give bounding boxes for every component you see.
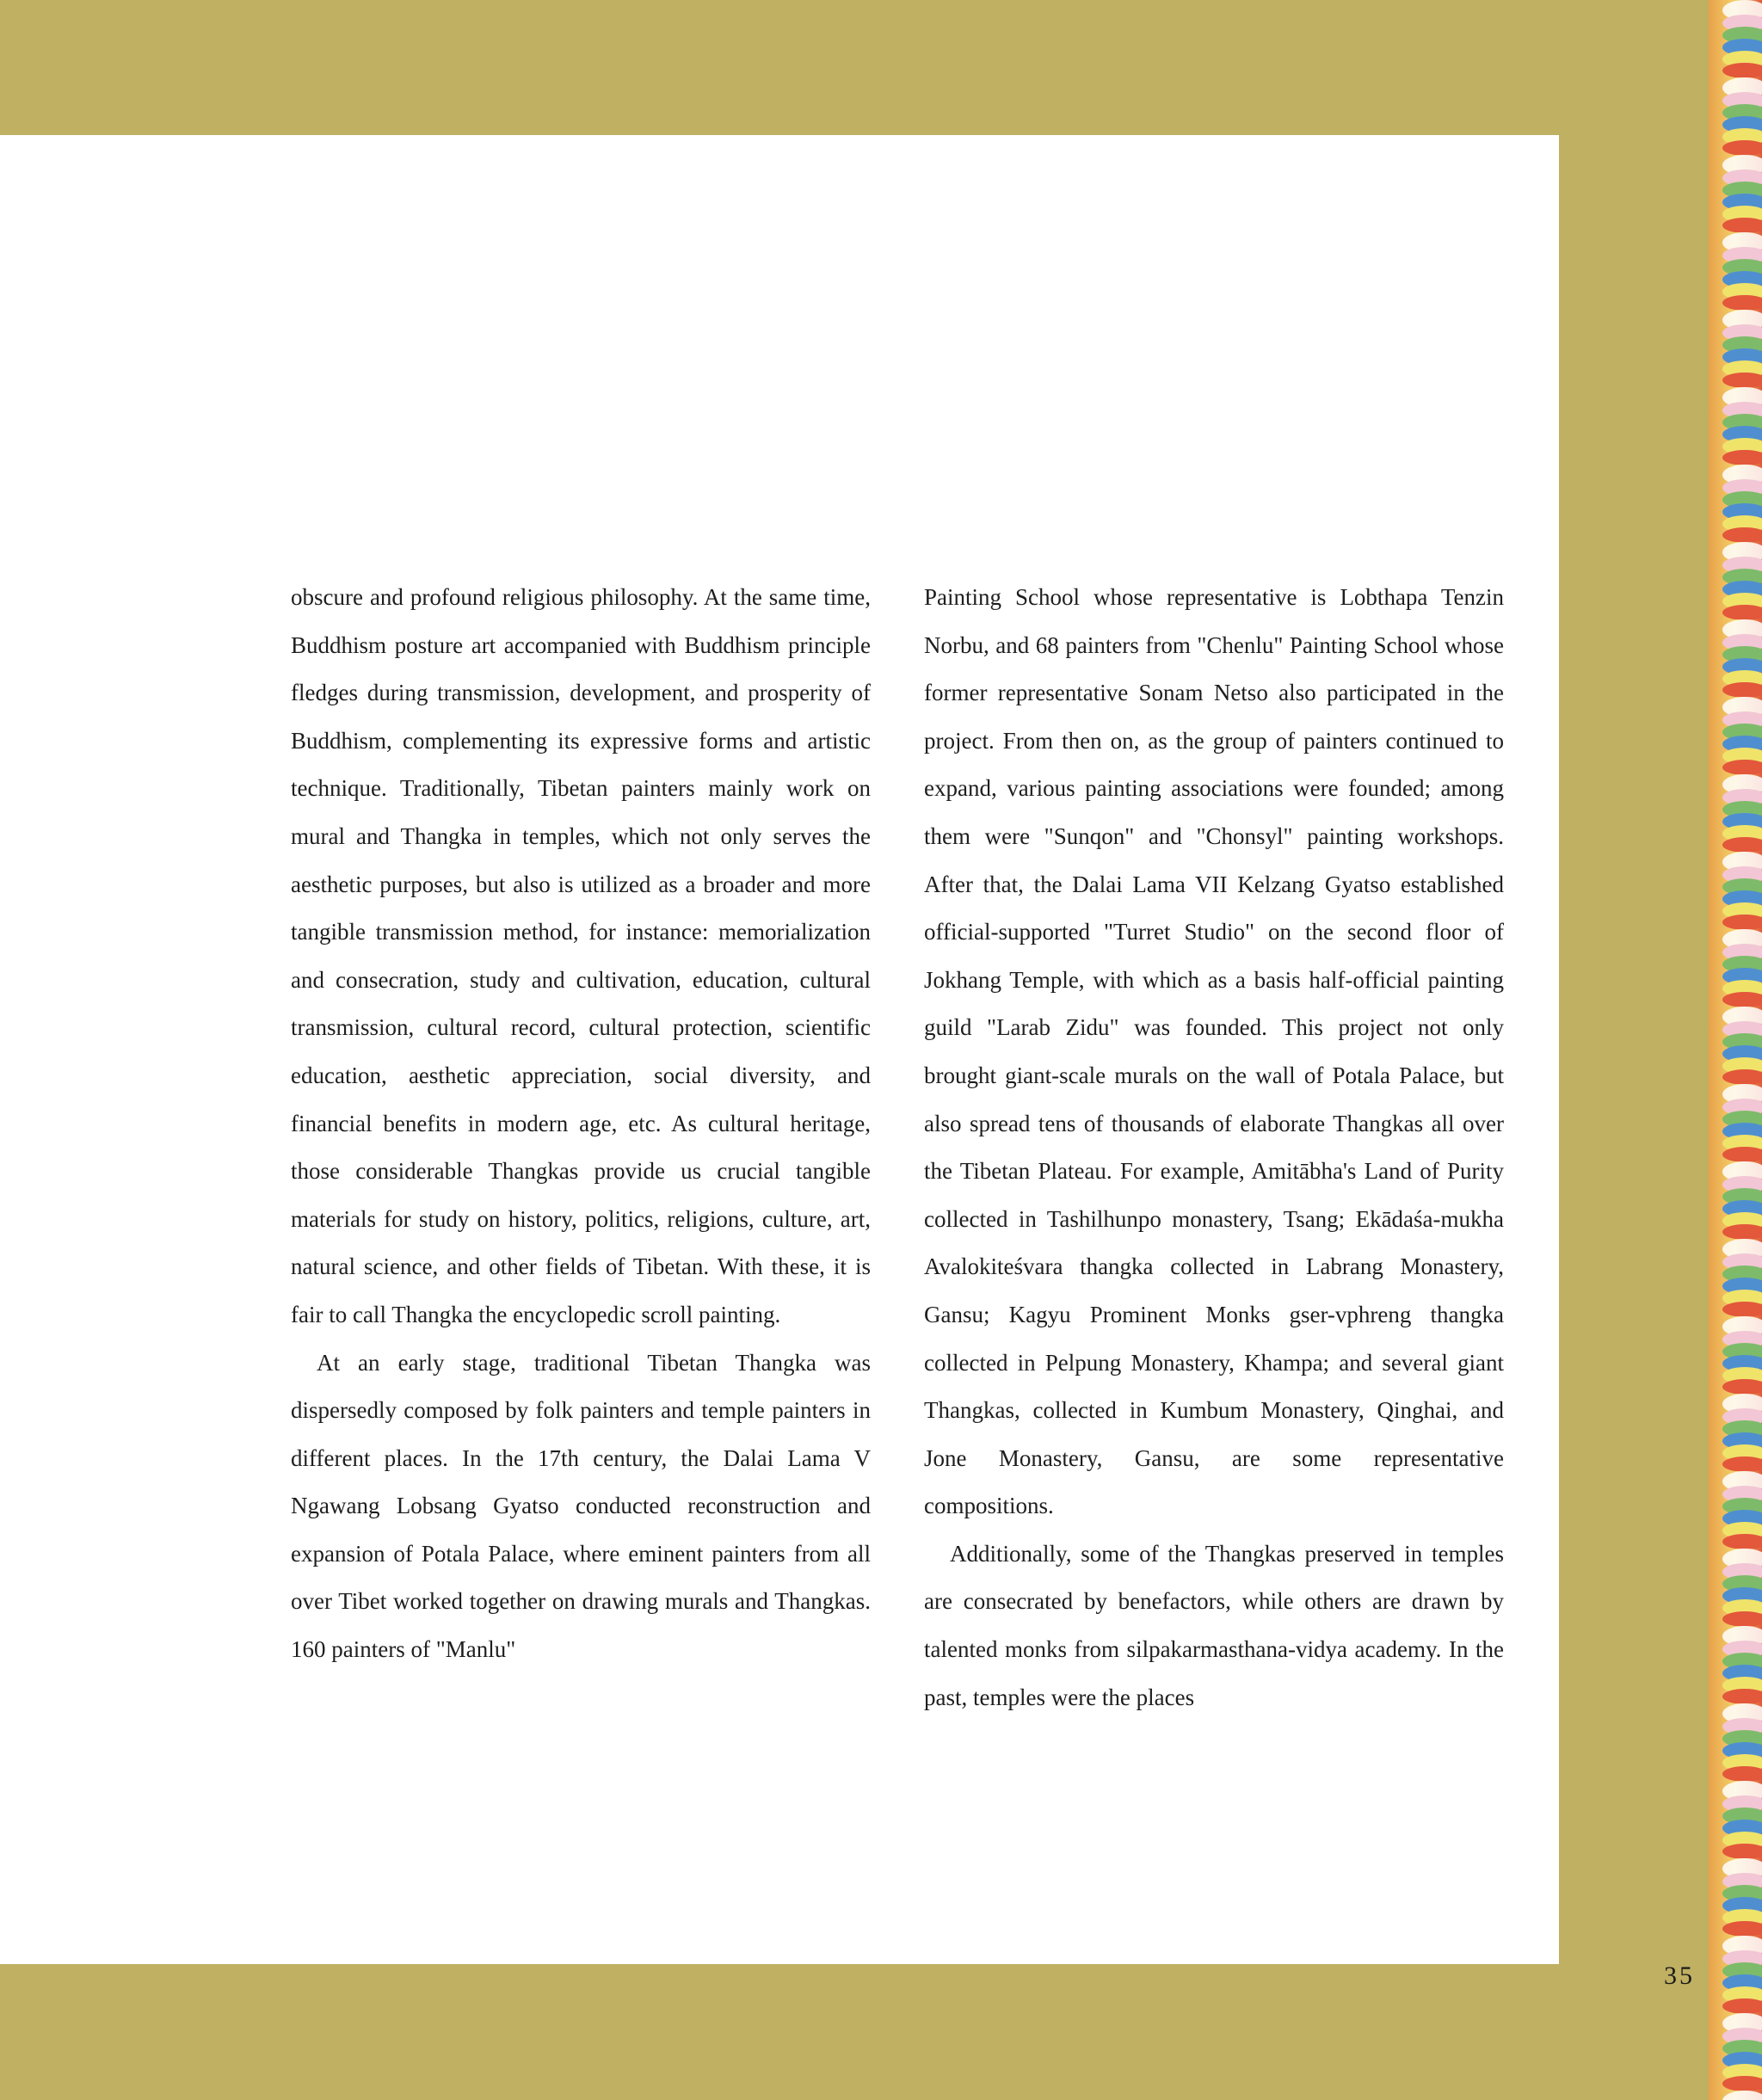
left-paragraph-1: obscure and profound religious philosophy. At the same time, Buddhism posture art accompanied with Buddhism principle fledges during transmission, development, and prosperity of Buddhism, complementing its expressive forms and artistic technique. Traditionally, Tibetan painters mainly work on mural and Thangka in temples, which not only serves the aesthetic purposes, but also is utilized as a broader and more tangible transmission method, for instance: memorialization and consecration, study and cultivation, education, cultural transmission, cultural record, cultural protection, scientific education, aesthetic appreciation, social diversity, and financial benefits in modern age, etc. As cultural heritage, those considerable Thangkas provide us crucial tangible materials for study on history, politics, religions, culture, art, natural science, and other fields of Tibetan. With these, it is fair to call Thangka the encyclopedic scroll painting.	[291, 584, 871, 1327]
left-column	[291, 574, 871, 1674]
drop-pattern-icon	[1709, 0, 1762, 2100]
right-paragraph-2: Additionally, some of the Thangkas preserved in temples are consecrated by benefactors, while others are drawn by talented monks from silpakarmasthana-vidya academy. In the past, temples were the places	[924, 1540, 1504, 1710]
right-paragraph-1: Painting School whose representative is Lobthapa Tenzin Norbu, and 68 painters from "Chenlu" Painting School whose former representative Sonam Netso also participated in the project. From then on, as the group of painters continued to expand, various painting associations were founded; among them were "Sunqon" and "Chonsyl" painting workshops. After that, the Dalai Lama VII Kelzang Gyatso established official-supported "Turret Studio" on the second floor of Jokhang Temple, with which as a basis half-official painting guild "Larab Zidu" was founded. This project not only brought giant-scale murals on the wall of Potala Palace, but also spread tens of thousands of elaborate Thangkas all over the Tibetan Plateau. For example, Amitābha's Land of Purity collected in Tashilhunpo monastery, Tsang; Ekādaśa-mukha Avalokiteśvara thangka collected in Labrang Monastery, Gansu; Kagyu Prominent Monks gser-vphreng thangka collected in Pelpung Monastery, Khampa; and several giant Thangkas, collected in Kumbum Monastery, Qinghai, and Jone Monastery, Gansu, are some representative compositions.	[924, 584, 1504, 1519]
left-paragraph-2: At an early stage, traditional Tibetan Thangka was dispersedly composed by folk painters and temple painters in different places. In the 17th century, the Dalai Lama V Ngawang Lobsang Gyatso conducted reconstruction and expansion of Potala Palace, where eminent painters from all over Tibet worked together on drawing murals and Thangkas. 160 painters of "Manlu"	[291, 1349, 871, 1663]
decorative-border	[1709, 0, 1762, 2100]
page-number: 35	[1664, 1961, 1695, 1990]
right-column	[924, 574, 1504, 1721]
